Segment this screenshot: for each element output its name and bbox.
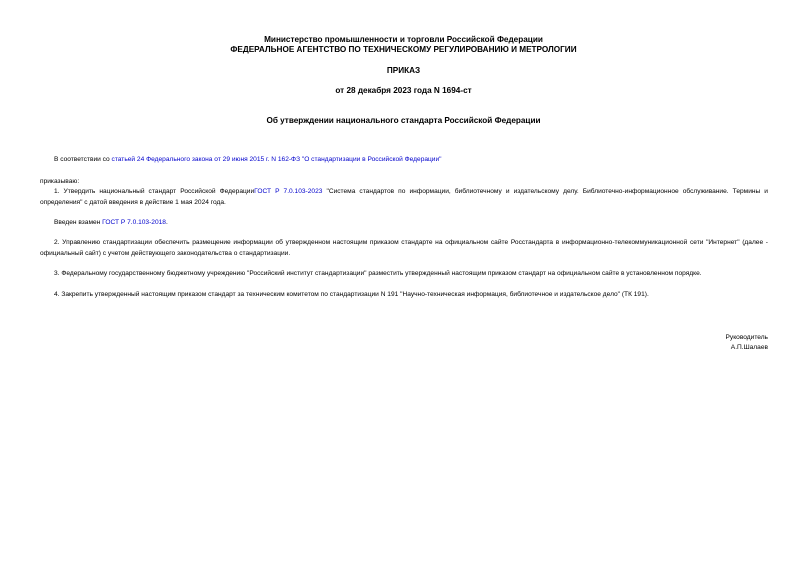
signature-name: А.П.Шалаев (730, 344, 768, 351)
item1-suffix: "Система стандартов по информации, библиотечному и издательскому делу. Библиотечно-информационное обслуживание. Термины и определения" с датой введения в действие 1 мая 2024 года. (40, 188, 768, 206)
replaced-paragraph (40, 218, 768, 229)
order-word: приказываю: (40, 178, 80, 185)
preamble-prefix: В соответствии со (54, 156, 112, 163)
item4-paragraph: 4. Закрепить утвержденный настоящим приказом стандарт за техническим комитетом по стандартизации N 191 "Научно-техническая информация, библиотечное и издательское дело" (ТК 191). (54, 291, 649, 298)
date-number-heading: от 28 декабря 2023 года N 1694-ст (335, 86, 472, 95)
preamble-paragraph (40, 155, 768, 166)
replaced-suffix: . (165, 219, 168, 226)
doc-type-heading: ПРИКАЗ (386, 66, 421, 75)
gost-2023-link[interactable]: ГОСТ Р 7.0.103-2023 (254, 188, 323, 195)
item1-paragraph (40, 187, 768, 208)
agency-heading: ФЕДЕРАЛЬНОЕ АГЕНТСТВО ПО ТЕХНИЧЕСКОМУ РЕГУЛИРОВАНИЮ И МЕТРОЛОГИИ (230, 45, 577, 54)
replaced-prefix: Введен взамен (54, 219, 103, 226)
item1-prefix: 1. Утвердить национальный стандарт Российской Федерации (54, 188, 255, 195)
item3-paragraph: 3. Федеральному государственному бюджетному учреждению "Российский институт стандартизации" разместить утвержденный настоящим приказом стандарт на официальном сайте в установленном порядке. (54, 270, 702, 277)
law-link[interactable]: статьей 24 Федерального закона от 29 июня 2015 г. N 162-ФЗ "О стандартизации в Российской Федерации" (111, 156, 442, 163)
signature-title: Руководитель (725, 334, 768, 341)
subject-heading: Об утверждении национального стандарта Российской Федерации (266, 116, 541, 125)
ministry-heading: Министерство промышленности и торговли Российской Федерации (264, 35, 543, 44)
gost-2018-link[interactable]: ГОСТ Р 7.0.103-2018 (102, 219, 166, 226)
item2-paragraph: 2. Управлению стандартизации обеспечить размещение информации об утвержденном настоящим приказом стандарте на официальном сайте Росстандарта в информационно-телекоммуникационной сети "Интернет" (далее - официальный сайт) с учетом действующего законодательства о стандартизации. (40, 239, 768, 257)
